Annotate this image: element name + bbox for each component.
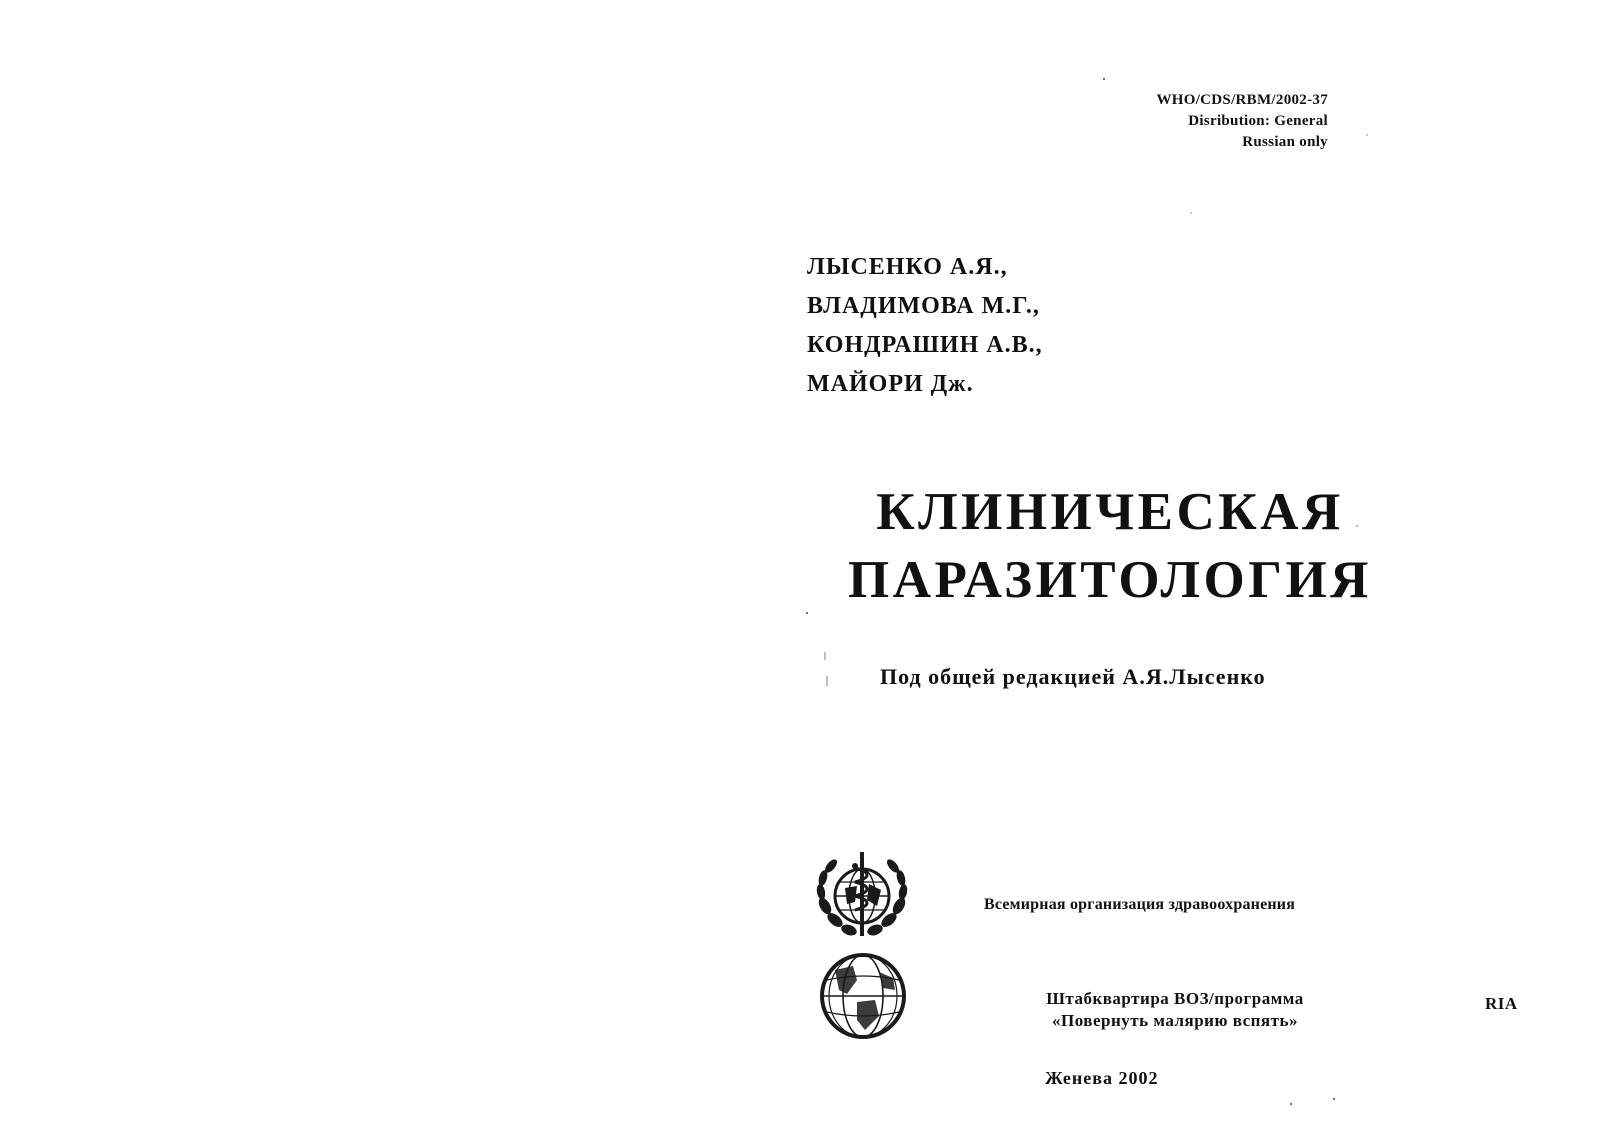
scan-speck xyxy=(826,676,828,686)
distribution-note: Disribution: General xyxy=(1188,113,1328,129)
title-line: ПАРАЗИТОЛОГИЯ xyxy=(848,551,1372,609)
scan-speck xyxy=(1333,1098,1335,1100)
scan-speck xyxy=(1190,212,1192,214)
author: ВЛАДИМОВА М.Г., xyxy=(807,293,1040,319)
program-line: Штабквартира ВОЗ/программа xyxy=(1046,989,1304,1008)
place-year: Женева 2002 xyxy=(1045,1068,1159,1088)
editor-line: Под общей редакцией А.Я.Лысенко xyxy=(880,664,1266,689)
scan-speck xyxy=(1356,525,1358,527)
document-code-block xyxy=(1156,90,1328,153)
program-line: «Повернуть малярию вспять» xyxy=(1052,1011,1298,1030)
document-code: WHO/CDS/RBM/2002-37 xyxy=(1156,92,1328,108)
edge-text-fragment: RIA xyxy=(1485,994,1518,1013)
scan-speck xyxy=(824,652,826,660)
organization-name: Всемирная организация здравоохранения xyxy=(984,896,1296,913)
author: ЛЫСЕНКО А.Я., xyxy=(807,254,1008,280)
scan-speck xyxy=(1103,78,1105,80)
scan-speck xyxy=(1290,1103,1292,1105)
program-block xyxy=(1030,988,1320,1032)
scan-speck xyxy=(806,612,808,614)
book-title xyxy=(810,478,1410,614)
author: КОНДРАШИН А.В., xyxy=(807,332,1043,358)
title-line: КЛИНИЧЕСКАЯ xyxy=(876,483,1344,541)
language-note: Russian only xyxy=(1242,134,1328,150)
author: МАЙОРИ Дж. xyxy=(807,371,974,397)
authors-list xyxy=(807,248,1043,404)
who-emblem-icon xyxy=(811,846,913,944)
scan-speck xyxy=(1366,134,1368,136)
globe-icon xyxy=(817,950,909,1042)
